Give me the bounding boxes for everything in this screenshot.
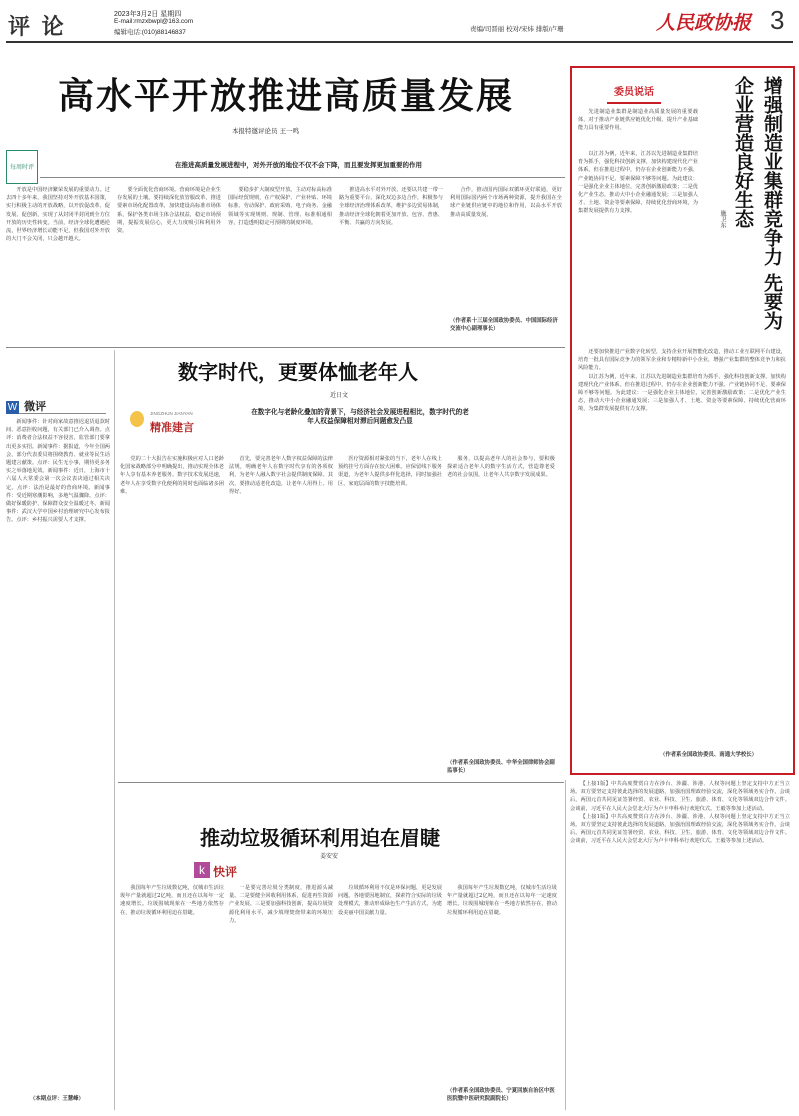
member-col: 以江苏为例，近年来，江苏以先进制造业集群培育为抓手，强化科技创新支撑，加快构建现代化产业体系。但在推进过程中，仍存在企业创新能力不强、产业链协同不足、要素保障不够等问题。为此建议：一是强化企业主体地位，完善创新激励政策；二是优化产业生态，推动大中小企业融通发展；三是加强人才、土地、资金等要素保障，持续优化营商环境，为集群发展提供有力支撑。	[578, 151, 698, 215]
art3-column-tag-text: 快评	[213, 865, 238, 879]
member-title: 增强制造业集群竞争力 先要为企业营造良好生态	[732, 76, 783, 330]
art2-title: 数字时代，更要体恤老年人	[178, 360, 418, 384]
art1-col1: 开放是中国经济繁荣发展的重要动力。过去四十多年来，我国坚持对外开放基本国策，实行积极主动的开放战略，以开放促改革、促发展、促创新，实现了从封闭半封闭到全方位开放的历史性转变。当前，经济全球化遭遇逆流，世界经济增长动能不足，但我国对外开放的大门不会关闭，只会越开越大。	[6, 187, 110, 243]
art1-col4: 推进高水平对外开放，还要以共建一带一路为重要平台，深化双边多边合作，积极参与全球经济治理体系改革，维护多边贸易体制，推动经济全球化朝着更加开放、包容、普惠、平衡、共赢的方向发展。	[339, 187, 443, 226]
masthead	[0, 0, 799, 44]
art1-byline: 本报特邀评论员 王一鸣	[232, 127, 300, 135]
art2-column-tag-cn: 精准建言	[150, 421, 194, 434]
art1-lead: 在推进高质量发展进程中，对外开放的地位不仅不会下降，而且要发挥更加重要的作用	[175, 161, 422, 169]
page-number: 3	[770, 5, 785, 35]
weibo-title: 微评	[24, 400, 47, 413]
member-signature: （作者系全国政协委员、南通大学校长）	[660, 752, 758, 758]
art3-author: 姜安安	[320, 853, 339, 860]
sidebar2-body: 【上接1版】中共高度赞赏白方在涉台、涉疆、涉港、人权等问题上坚定支持中方正当立场。双方要坚定支持彼此选择的发展道路，加强治国理政经验交流，深化各领域务实合作。会谈后，两国元首共同见证签署经贸、农业、科技、卫生、旅游、体育、文化等领域双边合作文件。会谈前，习近平在人民大会堂北大厅为卢卡申科举行欢迎仪式。王毅等参加上述活动。 【上接1版】中共高度赞赏白方在涉台、涉疆、涉港、人权等问题上坚定支持中方正当立场。双方要坚定支持彼此选择的发展道路，加强治国理政经验交流，深化各领域务实合作。会谈后，两国元首共同见证签署经贸、农业、科技、卫生、旅游、体育、文化等领域双边合作文件。会谈前，习近平在人民大会堂北大厅为卢卡申科举行欢迎仪式。王毅等参加上述活动。	[570, 781, 790, 845]
staff-credits: 责编/司晋丽 校对/宋炜 排版/卢珊	[470, 26, 564, 33]
art2-col1: 党的二十大报告在实施积极应对人口老龄化国家战略部分中明确提出，推动实现全体老年人享有基本养老服务。数字技术发展迅速，老年人在享受数字化便利的同时也面临诸多困难。	[120, 456, 224, 495]
lightbulb-icon	[130, 411, 144, 427]
paper-logo: 人民政协报	[656, 12, 752, 34]
art1-col2: 要全面优化营商环境。营商环境是企业生存发展的土壤。要持续深化放管服改革，推进要素市场化配置改革，加快建设高标准市场体系，保护各类市场主体合法权益，稳定市场预期，提振发展信心，更大力度吸引和利用外资。	[117, 187, 221, 235]
art3-signature: （作者系全国政协委员、宁夏回族自治区中医医院暨中医研究院副院长）	[447, 1088, 555, 1102]
masthead-rule	[6, 41, 793, 43]
art2-col2: 首先，要完善老年人数字权益保障的法律法规，明确老年人在数字时代享有的各项权利，为老年人融入数字社会提供制度保障。其次，要推动适老化改造，让老年人用得上、用得好。	[229, 456, 333, 495]
phone: 编辑电话:(010)88146837	[114, 29, 186, 36]
art1-col3: 要稳步扩大制度型开放。主动对标高标准国际经贸规则，在产权保护、产业补贴、环境标准、劳动保护、政府采购、电子商务、金融领域等实现规则、规制、管理、标准相通相容，打造透明稳定可预期的制度环境。	[228, 187, 332, 226]
art1-column-tag-text: 每周时评	[9, 164, 34, 171]
art3-column-tag	[192, 860, 240, 882]
art1-bottom-rule	[6, 347, 565, 348]
art2-author: 近日文	[330, 392, 349, 399]
art2-signature: （作者系全国政协委员、中华全国律师协会副监事长）	[447, 760, 555, 774]
email: E-mail:rmzxbwpl@163.com	[114, 18, 194, 25]
art2-lead: 在数字化与老龄化叠加的背景下，与经济社会发展进程相比，数字时代的老年人权益保障相对滞后问题愈发凸显	[251, 408, 469, 425]
art3-title: 推动垃圾循环利用迫在眉睫	[200, 826, 440, 850]
sidebar2-divider	[565, 780, 566, 1110]
section-label: 评 论	[8, 15, 66, 40]
weibo-body: 新闻事件：针对商家故意推迟退货退款时间、恶意拒收问题，有关部门已介入调查。点评：消费者合法权益不容侵害，监管部门要拿出更多实招。新闻事件：据报道，今年全国两会，部分代表委员将围绕教育、就业等民生话题建言献策。点评：民生无小事，期待更多务实之举落地见效。新闻事件：近日，上海市十六届人大常委会第一次会议表决通过相关决定。点评：法治是最好的营商环境。新闻事件：受近期寒潮影响，多地气温骤降。点评：做好保暖防护，保障群众安全温暖过冬。新闻事件：武汉大学中国乡村治理研究中心发布报告。点评：乡村振兴需要人才支撑。	[6, 419, 110, 524]
weibo-header	[6, 395, 106, 414]
member-author: 施卫东	[719, 210, 726, 228]
member-lead: 先进制造业集群是制造业高质量发展的重要载体，对于推动产业链供应链优化升级、提升产业基础能力具有重要作用。	[578, 109, 698, 132]
weibo-signature: （本期点评：王慧峰）	[30, 1096, 84, 1102]
art1-col5: 合作，推动国内国际双循环更好联通，更好利用国际国内两个市场两种资源，提升我国在全球产业链供应链中的地位和作用，以高水平开放推动高质量发展。	[450, 187, 562, 218]
weibo-icon: W	[7, 402, 18, 413]
member-tag	[607, 84, 661, 102]
art3-col3: 垃圾循环利用不仅是环保问题，更是发展问题。各地要因地制宜，探索符合实际的垃圾处理模式，推动形成绿色生产生活方式，为建设美丽中国贡献力量。	[338, 885, 442, 916]
member-tag-text: 委员说话	[607, 84, 661, 104]
art1-lead-rule	[40, 177, 565, 178]
art1-column-tag	[6, 150, 38, 184]
art2-column-tag-en: JINGZHUN JIANYAN	[150, 411, 193, 416]
art3-col1: 我国每年产生垃圾数亿吨，仅城市生活垃圾年产量就超过2亿吨，而且还在以每年一定速度增长。垃圾围城现象在一些地方依然存在，推动垃圾循环利用迫在眉睫。	[120, 885, 224, 916]
art1-signature: （作者系十三届全国政协委员、中国国际经济交流中心副理事长）	[450, 318, 558, 332]
art2-column-tag	[122, 405, 240, 445]
art2-col4: 服务，以提高老年人的社会参与，要积极探索适合老年人的数字生活方式，营造尊老爱老的社会氛围，让老年人共享数字发展成果。	[447, 456, 555, 479]
issue-date: 2023年3月2日 星期四	[114, 11, 182, 18]
art2-bottom-rule	[118, 782, 564, 783]
art3-col4: 我国每年产生垃圾数亿吨，仅城市生活垃圾年产量就超过2亿吨，而且还在以每年一定速度增长。垃圾围城现象在一些地方依然存在，推动垃圾循环利用迫在眉睫。	[447, 885, 557, 916]
art2-col3: 医疗资源相对紧张的当下，老年人在线上预约挂号方面存在较大困难。应保留线下服务渠道，为老年人提供多样化选择，同时加强社区、家庭层面的数字技能培训。	[338, 456, 442, 487]
art1-title: 高水平开放推进高质量发展	[58, 76, 515, 117]
member-col2: 还要加快推进产业数字化转型，支持企业开展智能化改造，推动工业互联网平台建设，培育一批具有国际竞争力的领军企业和专精特新中小企业，增强产业集群的整体竞争力和抗风险能力。 以江苏为例，近年来，江苏以先进制造业集群培育为抓手，强化科技创新支撑，加快构建现代化产业体系。但在推进过程中，仍存在企业创新能力不强、产业链协同不足、要素保障不够等问题。为此建议：一是强化企业主体地位，完善创新激励政策；二是优化产业生态，推动大中小企业融通发展；三是加强人才、土地、资金等要素保障，持续优化营商环境，为集群发展提供有力支撑。	[578, 349, 786, 413]
art3-col2: 一是要完善垃圾分类制度，推进源头减量。二是要健全回收利用体系，促进再生资源产业发展。三是要加强科技创新，提高垃圾资源化利用水平，减少填埋焚烧带来的环境压力。	[229, 885, 333, 924]
weibo-divider	[114, 350, 115, 1110]
k-icon: k	[194, 862, 210, 878]
